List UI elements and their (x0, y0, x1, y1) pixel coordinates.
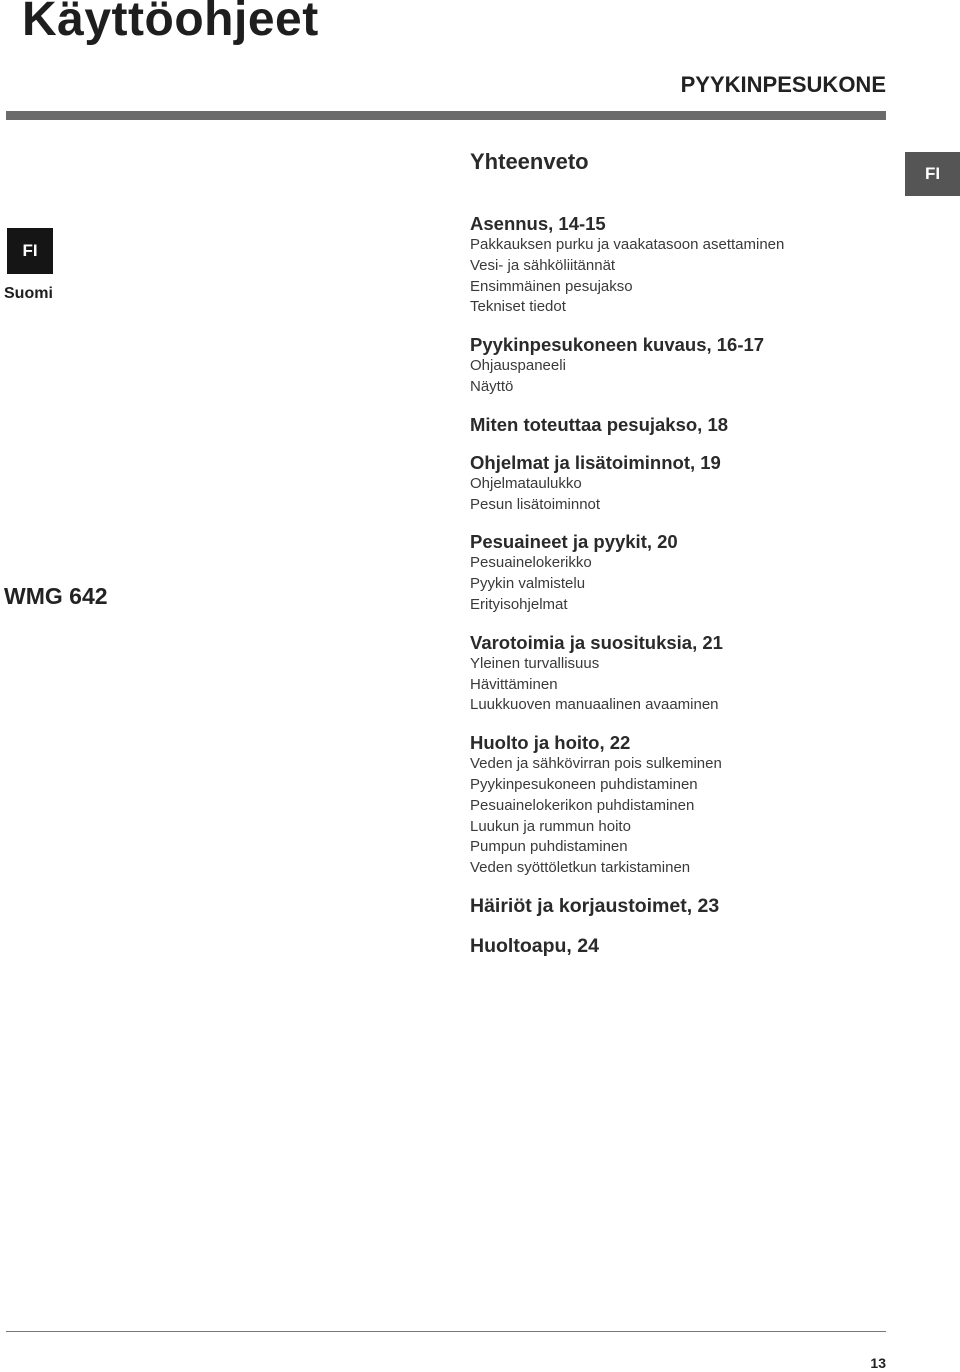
toc-item: Pesun lisätoiminnot (470, 495, 601, 513)
document-subtitle: PYYKINPESUKONE (680, 72, 886, 97)
toc-item: Näyttö (470, 377, 514, 395)
toc-heading: Yhteenveto (470, 149, 589, 174)
toc-item: Hävittäminen (470, 675, 558, 693)
language-tab: FI (905, 152, 960, 196)
toc-section (470, 452, 890, 516)
footer-rule (6, 1331, 886, 1332)
toc-section (470, 895, 890, 917)
toc-section (470, 632, 890, 716)
toc-item: Luukun ja rummun hoito (470, 817, 631, 835)
toc-item: Ohjelmataulukko (470, 474, 582, 492)
toc-item: Pyykin valmistelu (470, 575, 586, 593)
document-title: Käyttöohjeet (22, 0, 319, 46)
toc-section-title: Pesuaineet ja pyykit, 20 (470, 531, 678, 553)
toc-item: Veden ja sähkövirran pois sulkeminen (470, 755, 722, 773)
toc-section-title: Häiriöt ja korjaustoimet, 23 (470, 894, 720, 917)
page-number: 13 (870, 1355, 886, 1371)
toc-item: Ensimmäinen pesujakso (470, 277, 633, 295)
toc-item: Pesuainelokerikko (470, 554, 592, 572)
table-of-contents (470, 148, 890, 973)
toc-section-title: Huoltoapu, 24 (470, 934, 599, 957)
toc-item: Pyykinpesukoneen puhdistaminen (470, 775, 698, 793)
toc-section-title: Varotoimia ja suosituksia, 21 (470, 631, 723, 653)
toc-item: Erityisohjelmat (470, 595, 568, 613)
toc-sections (470, 213, 890, 957)
toc-item: Vesi- ja sähköliitännät (470, 256, 616, 274)
toc-item: Pesuainelokerikon puhdistaminen (470, 796, 695, 814)
toc-section (470, 531, 890, 615)
toc-section (470, 334, 890, 398)
toc-item: Veden syöttöletkun tarkistaminen (470, 859, 691, 877)
toc-section (470, 935, 890, 957)
toc-item: Luukkuoven manuaalinen avaaminen (470, 696, 719, 714)
language-name: Suomi (4, 285, 53, 302)
toc-section-title: Miten toteuttaa pesujakso, 18 (470, 413, 729, 435)
toc-section (470, 213, 890, 318)
toc-item: Yleinen turvallisuus (470, 654, 600, 672)
model-number: WMG 642 (4, 583, 108, 609)
toc-item: Pumpun puhdistaminen (470, 838, 628, 856)
toc-item: Ohjauspaneeli (470, 357, 566, 375)
toc-section (470, 414, 890, 436)
header-rule (6, 111, 886, 120)
language-code-badge: FI (7, 228, 53, 274)
toc-item: Tekniset tiedot (470, 298, 566, 316)
toc-section-title: Ohjelmat ja lisätoiminnot, 19 (470, 451, 721, 473)
toc-section-title: Pyykinpesukoneen kuvaus, 16-17 (470, 334, 765, 356)
toc-section-title: Huolto ja hoito, 22 (470, 732, 631, 754)
toc-section (470, 732, 890, 879)
toc-item: Pakkauksen purku ja vaakatasoon asettaminen (470, 236, 785, 253)
toc-section-title: Asennus, 14-15 (470, 213, 606, 234)
